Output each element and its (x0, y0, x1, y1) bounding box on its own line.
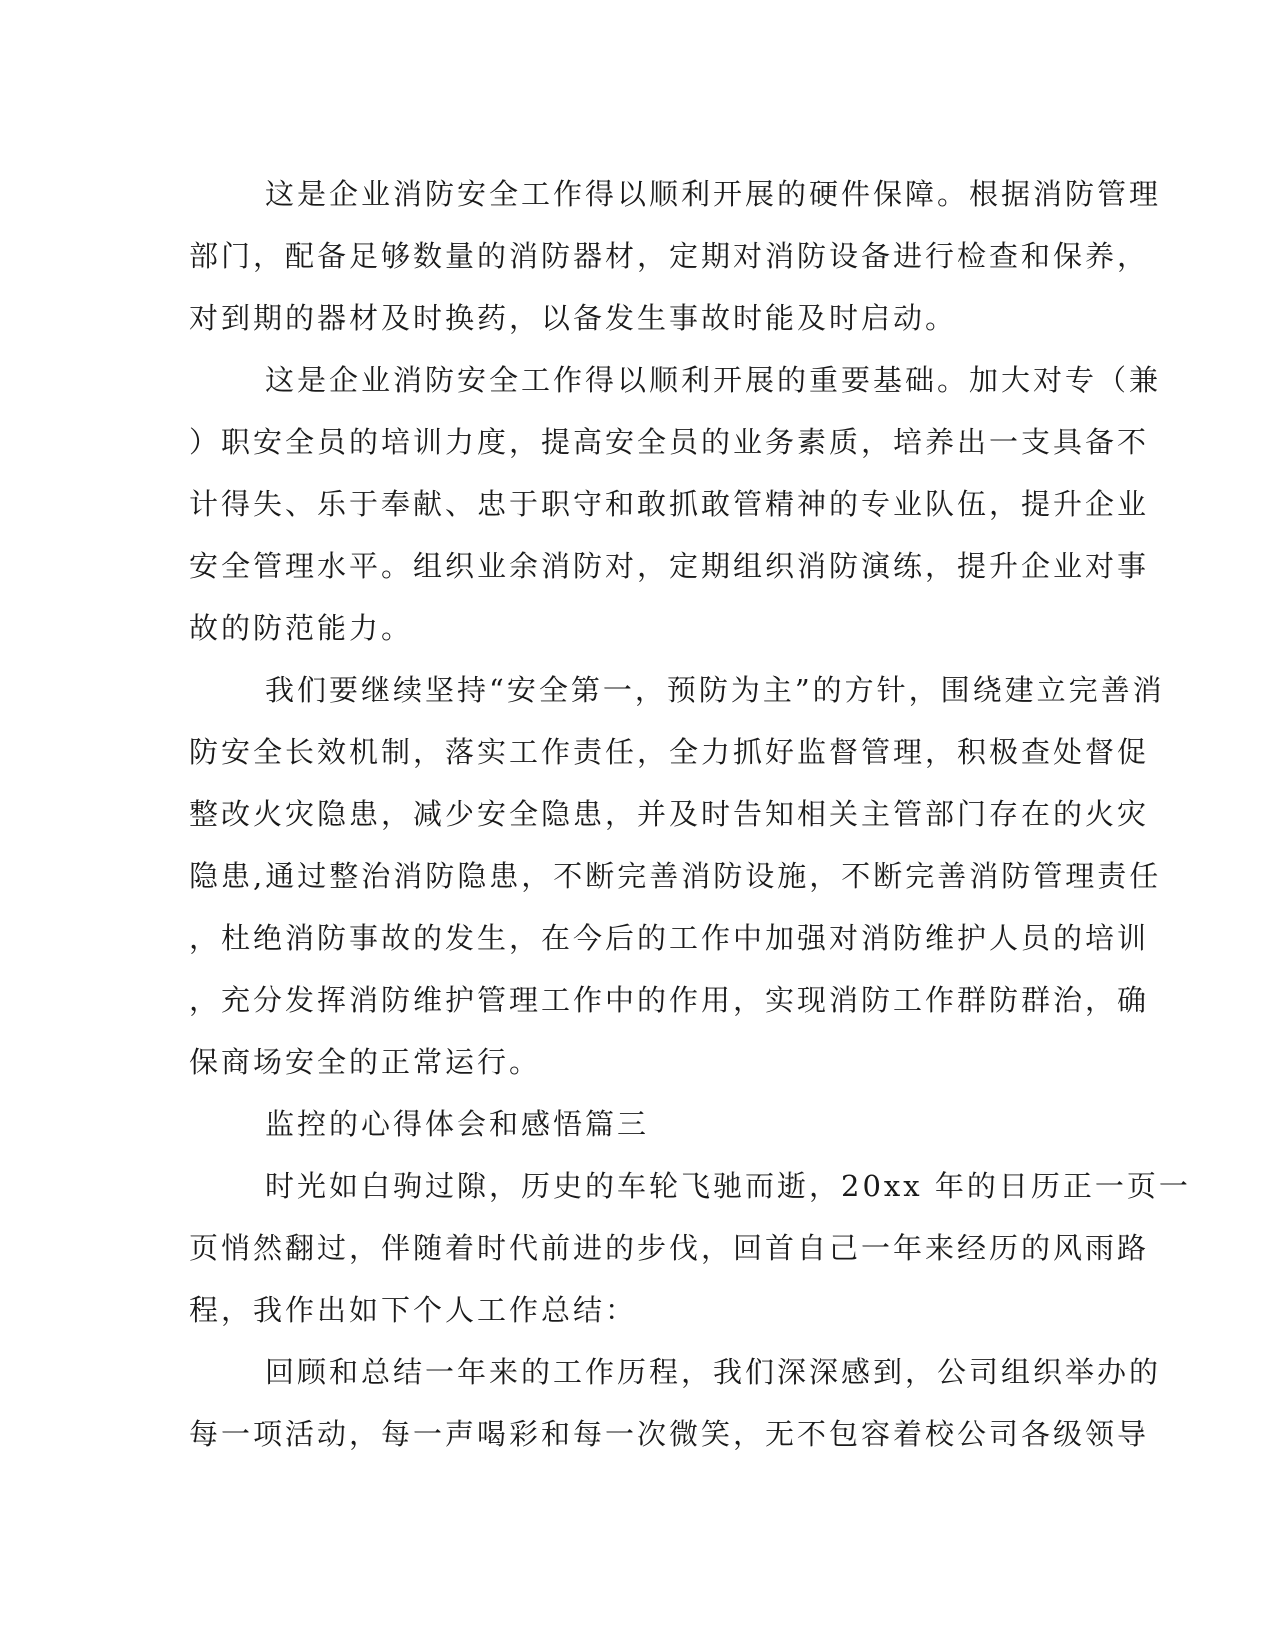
text-line: ，充分发挥消防维护管理工作中的作用，实现消防工作群防群治，确 (189, 983, 1150, 1017)
text-line: 程，我作出如下个人工作总结： (189, 1293, 638, 1327)
text-line: 对到期的器材及时换药，以备发生事故时能及时启动。 (189, 301, 958, 335)
text-line: 防安全长效机制，落实工作责任，全力抓好监督管理，积极查处督促 (189, 735, 1150, 769)
text-line: 我们要继续坚持“安全第一，预防为主”的方针，围绕建立完善消 (265, 673, 1165, 707)
text-line: 这是企业消防安全工作得以顺利开展的重要基础。加大对专（兼 (265, 363, 1162, 397)
text-line: 隐患,通过整治消防隐患，不断完善消防设施，不断完善消防管理责任 (189, 859, 1162, 893)
text-line: 时光如白驹过隙，历史的车轮飞驰而逝，20xx 年的日历正一页一 (265, 1169, 1191, 1203)
text-line: 安全管理水平。组织业余消防对，定期组织消防演练，提升企业对事 (189, 549, 1150, 583)
text-line: 回顾和总结一年来的工作历程，我们深深感到，公司组织举办的 (265, 1355, 1162, 1389)
document-body (189, 163, 1191, 1465)
text-line: 这是企业消防安全工作得以顺利开展的硬件保障。根据消防管理 (265, 177, 1162, 211)
text-line: 页悄然翻过，伴随着时代前进的步伐，回首自己一年来经历的风雨路 (189, 1231, 1150, 1265)
text-line: ，杜绝消防事故的发生，在今后的工作中加强对消防维护人员的培训 (189, 921, 1150, 955)
text-line: 每一项活动，每一声喝彩和每一次微笑，无不包容着校公司各级领导 (189, 1417, 1150, 1451)
text-line: 计得失、乐于奉献、忠于职守和敢抓敢管精神的专业队伍，提升企业 (189, 487, 1150, 521)
section-heading: 监控的心得体会和感悟篇三 (265, 1107, 650, 1141)
text-line: 整改火灾隐患，减少安全隐患，并及时告知相关主管部门存在的火灾 (189, 797, 1150, 831)
text-line: 保商场安全的正常运行。 (189, 1045, 542, 1079)
text-line: ）职安全员的培训力度，提高安全员的业务素质，培养出一支具备不 (189, 425, 1150, 459)
text-line: 故的防范能力。 (189, 611, 414, 645)
text-line: 部门，配备足够数量的消防器材，定期对消防设备进行检查和保养， (189, 239, 1150, 273)
